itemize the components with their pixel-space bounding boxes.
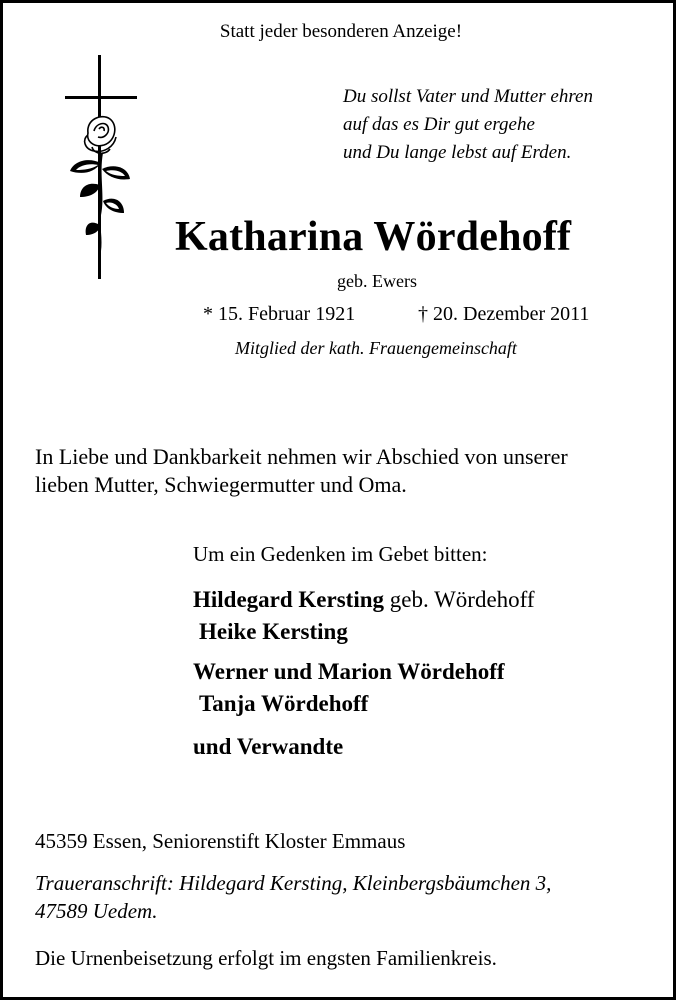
address-line: 47589 Uedem. — [35, 899, 158, 923]
mourner-entry — [193, 734, 343, 760]
farewell-line: In Liebe und Dankbarkeit nehmen wir Abschied von unserer — [35, 444, 568, 469]
farewell-text — [35, 443, 655, 499]
cross-with-rose-icon — [58, 55, 148, 281]
notice-header: Statt jeder besonderen Anzeige! — [219, 21, 463, 42]
mourner-birth-name: geb. Wördehoff — [384, 587, 535, 612]
quote-line: Du sollst Vater und Mutter ehren — [343, 86, 593, 107]
death-date: † 20. Dezember 2011 — [418, 303, 590, 325]
birth-name: geb. Ewers — [337, 271, 417, 291]
mourner-name: Heike Kersting — [199, 619, 348, 644]
mourner-entry — [199, 691, 368, 717]
mourner-name: Hildegard Kersting — [193, 587, 385, 612]
bible-quote — [343, 83, 593, 167]
mourning-address — [35, 869, 655, 925]
mourner-name: und Verwandte — [193, 734, 344, 759]
quote-line: und Du lange lebst auf Erden. — [343, 142, 572, 163]
farewell-line: lieben Mutter, Schwiegermutter und Oma. — [35, 472, 407, 497]
birth-date: * 15. Februar 1921 — [203, 303, 356, 325]
mourner-name: Werner und Marion Wördehoff — [193, 659, 505, 684]
address-line: Traueranschrift: Hildegard Kersting, Kleinbergsbäumchen 3, — [35, 871, 552, 895]
prayer-request: Um ein Gedenken im Gebet bitten: — [193, 542, 488, 566]
quote-line: auf das es Dir gut ergehe — [343, 114, 535, 135]
mourner-entry — [193, 659, 505, 685]
urn-burial-note: Die Urnenbeisetzung erfolgt im engsten Familienkreis. — [35, 946, 497, 970]
location-line: 45359 Essen, Seniorenstift Kloster Emmaus — [35, 829, 406, 853]
mourner-entry — [193, 587, 535, 613]
membership-note: Mitglied der kath. Frauengemeinschaft — [235, 338, 517, 358]
mourner-name: Tanja Wördehoff — [199, 691, 369, 716]
deceased-name: Katharina Wördehoff — [175, 214, 572, 260]
mourner-entry — [199, 619, 348, 645]
